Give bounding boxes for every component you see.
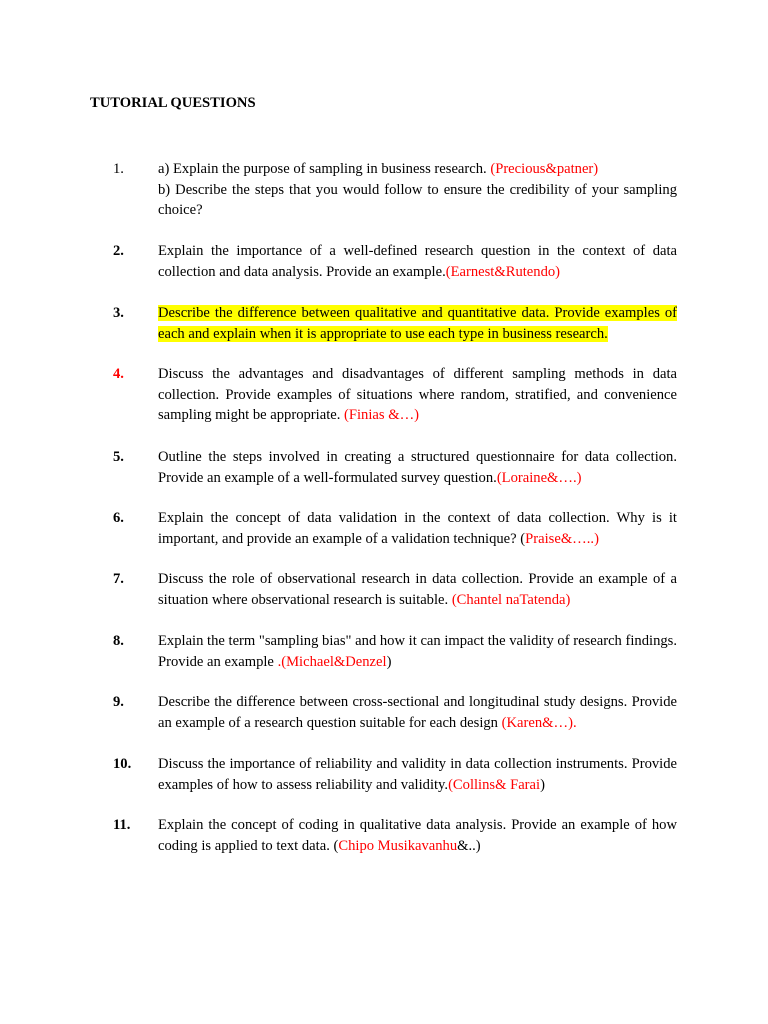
- student-credit: (Karen&…).: [501, 714, 577, 731]
- question-body: Explain the importance of a well-defined research question in the context of data collection and data analysis. Provide an example.: [158, 243, 677, 280]
- question-number: 10.: [113, 756, 132, 772]
- question-part-b: b) Describe the steps that you would follow to ensure the credibility of your sampling choice?: [158, 181, 677, 218]
- question-text: [158, 303, 677, 344]
- question-body: Explain the term "sampling bias" and how it can impact the validity of research findings. Provide an example: [158, 633, 677, 670]
- question-number: 3.: [113, 305, 124, 321]
- student-credit: (Finias &…): [344, 407, 420, 423]
- question-body: Describe the difference between cross-sectional and longitudinal study designs. Provide an example of a research question suitable for each design: [158, 694, 677, 731]
- question-text: [158, 364, 677, 426]
- question-text: [158, 631, 677, 672]
- question-body: Explain the concept of coding in qualitative data analysis. Provide an example of how coding is applied to text data. (: [158, 817, 677, 854]
- student-credit: (Loraine&….): [496, 469, 582, 486]
- question-number: 7.: [113, 571, 124, 587]
- question-part-a: a) Explain the purpose of sampling in business research.: [158, 161, 491, 177]
- highlighted-question-body: Describe the difference between qualitative and quantitative data. Provide examples of each and explain when it is appropriate to use each type in business research.: [158, 305, 677, 342]
- question-text: [158, 241, 677, 282]
- question-number: 11.: [113, 817, 131, 833]
- question-text: [158, 754, 677, 795]
- question-body: Discuss the role of observational research in data collection. Provide an example of a situation where observational research is suitable.: [158, 571, 677, 608]
- question-body: Outline the steps involved in creating a structured questionnaire for data collection. Provide an example of a well-formulated survey question.: [158, 449, 677, 486]
- page-title: TUTORIAL QUESTIONS: [90, 95, 256, 111]
- question-number: 8.: [113, 633, 124, 649]
- student-credit: Praise&…..): [525, 530, 599, 547]
- student-credit: (Earnest&Rutendo): [445, 263, 561, 280]
- question-text: [158, 508, 677, 549]
- question-text: [158, 447, 677, 488]
- closing-paren: ): [540, 776, 545, 793]
- student-credit: (Chantel naTatenda): [451, 591, 571, 608]
- closing-paren: ): [386, 653, 392, 670]
- question-number: 2.: [113, 243, 124, 259]
- question-number: 9.: [113, 694, 124, 710]
- student-credit: .(Michael&Denzel: [277, 653, 387, 670]
- question-body: Explain the concept of data validation in the context of data collection. Why is it important, and provide an example of a validation technique? (: [158, 510, 677, 547]
- student-credit: (Collins& Farai: [448, 776, 541, 793]
- question-number: 4.: [113, 366, 124, 382]
- question-body: Discuss the importance of reliability and validity in data collection instruments. Provide examples of how to assess reliability and validity.: [158, 756, 677, 793]
- question-text: [158, 815, 677, 856]
- student-credit: Chipo Musikavanhu: [338, 837, 458, 854]
- question-body: Discuss the advantages and disadvantages of different sampling methods in data collection. Provide examples of situations where random, stratified, and convenience sampling might be appropriate.: [158, 366, 677, 423]
- student-credit: (Precious&patner): [490, 161, 599, 177]
- question-number: 5.: [113, 449, 124, 465]
- question-text: [158, 159, 677, 221]
- closing-suffix: &..): [457, 837, 481, 854]
- question-text: [158, 569, 677, 610]
- question-text: [158, 692, 677, 733]
- question-number: 6.: [113, 510, 124, 526]
- question-number: 1.: [113, 161, 124, 177]
